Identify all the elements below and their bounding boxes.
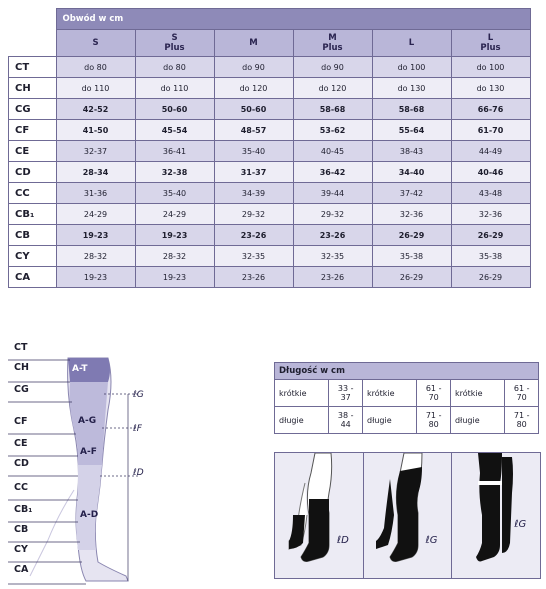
leg-level-label: CY xyxy=(14,544,28,555)
table-cell: 19-23 xyxy=(56,267,135,288)
table-cell: do 120 xyxy=(293,78,372,99)
table-cell: do 80 xyxy=(135,57,214,78)
table-cell: do 90 xyxy=(293,57,372,78)
thigh-stocking-icon xyxy=(364,453,453,578)
size-sublabel: Plus xyxy=(164,43,185,53)
table-cell: 66-76 xyxy=(451,99,530,120)
table-cell: do 100 xyxy=(451,57,530,78)
table-cell: 28-34 xyxy=(56,162,135,183)
table-cell: 32-35 xyxy=(293,246,372,267)
table-cell: 39-44 xyxy=(293,183,372,204)
table-cell: do 100 xyxy=(372,57,451,78)
row-header: CA xyxy=(9,267,57,288)
leg-level-label: CF xyxy=(14,416,28,427)
thigh-stocking-drawing xyxy=(364,453,452,578)
table-cell: 50-60 xyxy=(135,99,214,120)
table-cell: 28-32 xyxy=(135,246,214,267)
size-label: M xyxy=(328,33,337,43)
table-cell: 36-42 xyxy=(293,162,372,183)
table-cell: 44-49 xyxy=(451,141,530,162)
table-corner xyxy=(9,9,57,57)
table-cell: 32-36 xyxy=(372,204,451,225)
zone-label-at: A-T xyxy=(72,364,88,374)
table-cell: 34-40 xyxy=(372,162,451,183)
table-cell: 23-26 xyxy=(214,225,293,246)
table-row xyxy=(9,120,531,141)
table-cell: 35-38 xyxy=(451,246,530,267)
table-cell: do 120 xyxy=(214,78,293,99)
length-type-cell: krótkie xyxy=(275,380,329,407)
size-header-5 xyxy=(451,30,530,57)
length-value-cell: 71 - 80 xyxy=(505,407,539,434)
stocking-pictures xyxy=(274,452,541,579)
table-cell: 31-37 xyxy=(214,162,293,183)
table-cell: 41-50 xyxy=(56,120,135,141)
leg-level-label: CA xyxy=(14,564,29,575)
leg-level-label: CB₁ xyxy=(14,504,33,515)
size-label: L xyxy=(408,38,415,48)
table-cell: 58-68 xyxy=(293,99,372,120)
size-header-2 xyxy=(214,30,293,57)
table-cell: 28-32 xyxy=(56,246,135,267)
table-cell: 23-26 xyxy=(293,267,372,288)
table-cell: do 130 xyxy=(451,78,530,99)
length-value-cell: 61 - 70 xyxy=(417,380,451,407)
row-header: CT xyxy=(9,57,57,78)
size-table xyxy=(8,8,531,288)
table-cell: 53-62 xyxy=(293,120,372,141)
table-cell: 32-38 xyxy=(135,162,214,183)
table-row xyxy=(275,380,539,407)
table-row xyxy=(9,57,531,78)
size-label: S xyxy=(171,33,178,43)
row-header: CB₁ xyxy=(9,204,57,225)
table-cell: 19-23 xyxy=(135,267,214,288)
length-table-body xyxy=(275,380,539,434)
table-cell: 58-68 xyxy=(372,99,451,120)
table-row xyxy=(9,99,531,120)
size-table-body xyxy=(9,57,531,288)
length-mark-g: ℓG xyxy=(133,390,144,400)
knee-stocking-icon xyxy=(275,453,364,578)
table-cell: 19-23 xyxy=(135,225,214,246)
leg-level-label: CB xyxy=(14,524,29,535)
table-cell: 45-54 xyxy=(135,120,214,141)
pic-symbol-2: ℓG xyxy=(425,535,438,546)
length-value-cell: 38 - 44 xyxy=(329,407,363,434)
table-cell: 35-40 xyxy=(135,183,214,204)
table-cell: do 90 xyxy=(214,57,293,78)
table-row xyxy=(9,183,531,204)
length-mark-d: ℓD xyxy=(133,468,144,478)
zone-label-ag: A-G xyxy=(78,416,97,426)
row-header: CF xyxy=(9,120,57,141)
size-sublabel: Plus xyxy=(480,43,501,53)
thigh-stocking-silicone-icon xyxy=(452,453,540,578)
leg-level-label: CT xyxy=(14,342,28,353)
table-cell: 26-29 xyxy=(372,267,451,288)
pic-symbol-3: ℓG xyxy=(514,519,527,530)
leg-level-label: CH xyxy=(14,362,29,373)
table-cell: 50-60 xyxy=(214,99,293,120)
table-cell: 35-38 xyxy=(372,246,451,267)
table-cell: 19-23 xyxy=(56,225,135,246)
table-cell: 37-42 xyxy=(372,183,451,204)
row-header: CD xyxy=(9,162,57,183)
table-cell: 32-37 xyxy=(56,141,135,162)
table-cell: 24-29 xyxy=(135,204,214,225)
size-header-0 xyxy=(56,30,135,57)
leg-level-label: CG xyxy=(14,384,29,395)
table-cell: 40-45 xyxy=(293,141,372,162)
table-cell: do 110 xyxy=(135,78,214,99)
table-cell: 26-29 xyxy=(372,225,451,246)
size-sublabel: Plus xyxy=(322,43,343,53)
length-type-cell: krótkie xyxy=(362,380,416,407)
knee-stocking-drawing xyxy=(275,453,363,578)
zone-label-ad: A-D xyxy=(80,510,99,520)
row-header: CE xyxy=(9,141,57,162)
leg-level-label: CD xyxy=(14,458,29,469)
row-header: CB xyxy=(9,225,57,246)
table-cell: do 80 xyxy=(56,57,135,78)
table-cell: 24-29 xyxy=(56,204,135,225)
table-row xyxy=(9,141,531,162)
row-header: CH xyxy=(9,78,57,99)
table-row xyxy=(9,246,531,267)
table-cell: 40-46 xyxy=(451,162,530,183)
length-type-cell: krótkie xyxy=(450,380,504,407)
size-label: S xyxy=(92,38,99,48)
length-table xyxy=(274,362,539,434)
size-label: L xyxy=(487,33,494,43)
length-mark-f: ℓF xyxy=(133,424,142,434)
table-cell: 38-43 xyxy=(372,141,451,162)
size-header-row xyxy=(9,30,531,57)
leg-level-label: CE xyxy=(14,438,28,449)
table-cell: 55-64 xyxy=(372,120,451,141)
table-cell: 32-35 xyxy=(214,246,293,267)
table-cell: 29-32 xyxy=(293,204,372,225)
table-cell: 35-40 xyxy=(214,141,293,162)
size-label: M xyxy=(249,38,258,48)
table-cell: 32-36 xyxy=(451,204,530,225)
size-header-3 xyxy=(293,30,372,57)
table-cell: 31-36 xyxy=(56,183,135,204)
table-row xyxy=(9,225,531,246)
table-cell: 42-52 xyxy=(56,99,135,120)
table-row xyxy=(9,162,531,183)
zone-label-af: A-F xyxy=(80,447,97,457)
table-cell: 29-32 xyxy=(214,204,293,225)
length-table-title: Długość w cm xyxy=(275,363,539,380)
size-table-title: Obwód w cm xyxy=(56,9,530,30)
table-cell: 23-26 xyxy=(214,267,293,288)
thigh-stocking-silicone-drawing xyxy=(452,453,540,578)
table-cell: do 110 xyxy=(56,78,135,99)
table-row xyxy=(275,407,539,434)
length-type-cell: długie xyxy=(275,407,329,434)
length-value-cell: 33 - 37 xyxy=(329,380,363,407)
length-type-cell: długie xyxy=(450,407,504,434)
size-header-4 xyxy=(372,30,451,57)
leg-level-label: CC xyxy=(14,482,28,493)
length-value-cell: 61 - 70 xyxy=(505,380,539,407)
row-header: CG xyxy=(9,99,57,120)
row-header: CC xyxy=(9,183,57,204)
pic-symbol-1: ℓD xyxy=(337,535,349,546)
table-cell: 26-29 xyxy=(451,225,530,246)
length-type-cell: długie xyxy=(362,407,416,434)
leg-outline xyxy=(8,340,168,585)
size-header-1 xyxy=(135,30,214,57)
table-row xyxy=(9,267,531,288)
table-cell: 23-26 xyxy=(293,225,372,246)
table-cell: 36-41 xyxy=(135,141,214,162)
length-value-cell: 71 - 80 xyxy=(417,407,451,434)
table-cell: do 130 xyxy=(372,78,451,99)
table-cell: 43-48 xyxy=(451,183,530,204)
table-cell: 61-70 xyxy=(451,120,530,141)
table-cell: 26-29 xyxy=(451,267,530,288)
row-header: CY xyxy=(9,246,57,267)
table-cell: 48-57 xyxy=(214,120,293,141)
leg-diagram xyxy=(8,340,168,585)
table-row xyxy=(9,78,531,99)
table-cell: 34-39 xyxy=(214,183,293,204)
table-row xyxy=(9,204,531,225)
